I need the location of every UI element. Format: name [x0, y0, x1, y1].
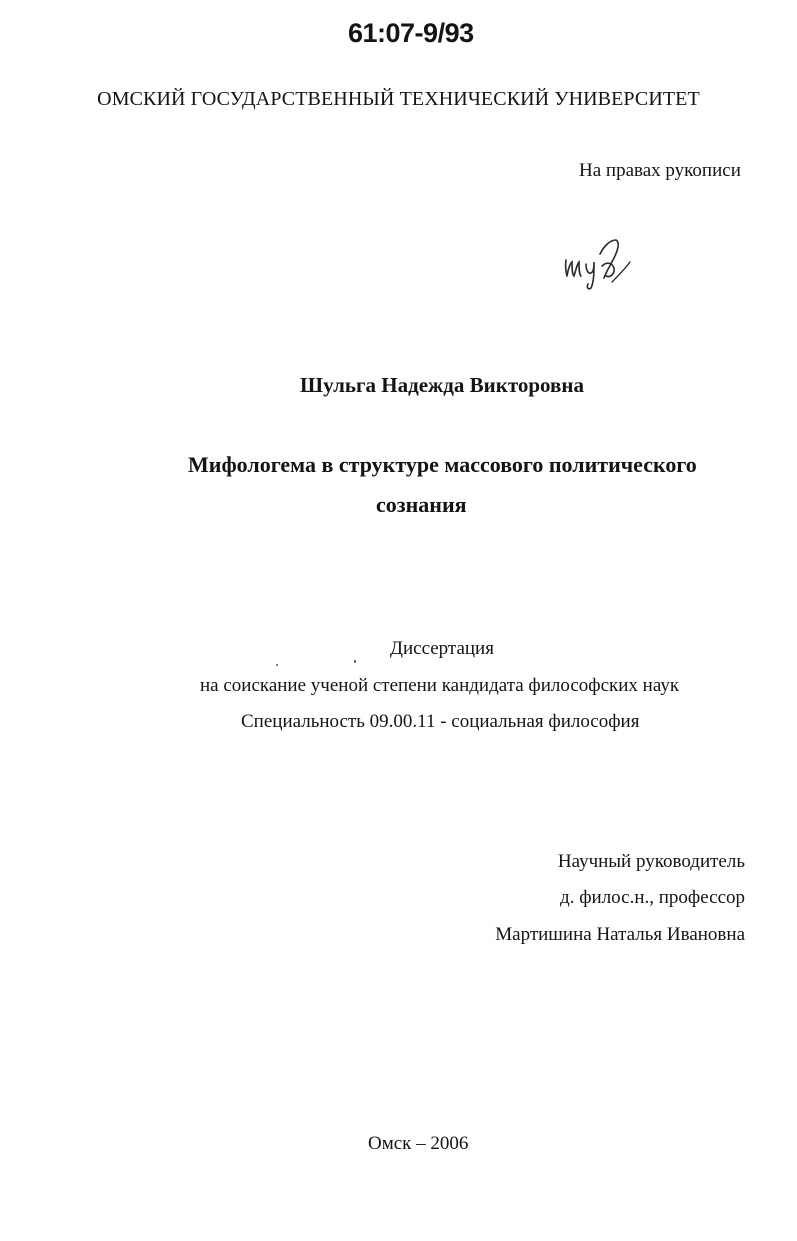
degree-line: на соискание ученой степени кандидата философских наук [200, 675, 680, 696]
catalog-code: 61:07-9/93 [348, 18, 474, 48]
author-name: Шульга Надежда Викторовна [300, 373, 584, 397]
advisor-name: Мартишина Наталья Ивановна [495, 924, 745, 945]
dissertation-title-line-2: сознания [376, 492, 467, 517]
dissertation-title-line-1: Мифологема в структуре массового политического [188, 452, 697, 477]
scan-speck [354, 660, 356, 663]
university-name: ОМСКИЙ ГОСУДАРСТВЕННЫЙ ТЕХНИЧЕСКИЙ УНИВЕРСИТЕТ [97, 88, 700, 110]
advisor-degree: д. филос.н., профессор [560, 887, 745, 908]
city-year: Омск – 2006 [368, 1133, 469, 1154]
document-type: Диссертация [390, 638, 494, 659]
advisor-role: Научный руководитель [557, 851, 745, 872]
specialty-line: Специальность 09.00.11 - социальная философия [241, 711, 640, 732]
scan-speck [276, 664, 278, 666]
handwritten-signature [558, 232, 638, 292]
rights-note: На правах рукописи [579, 160, 741, 181]
